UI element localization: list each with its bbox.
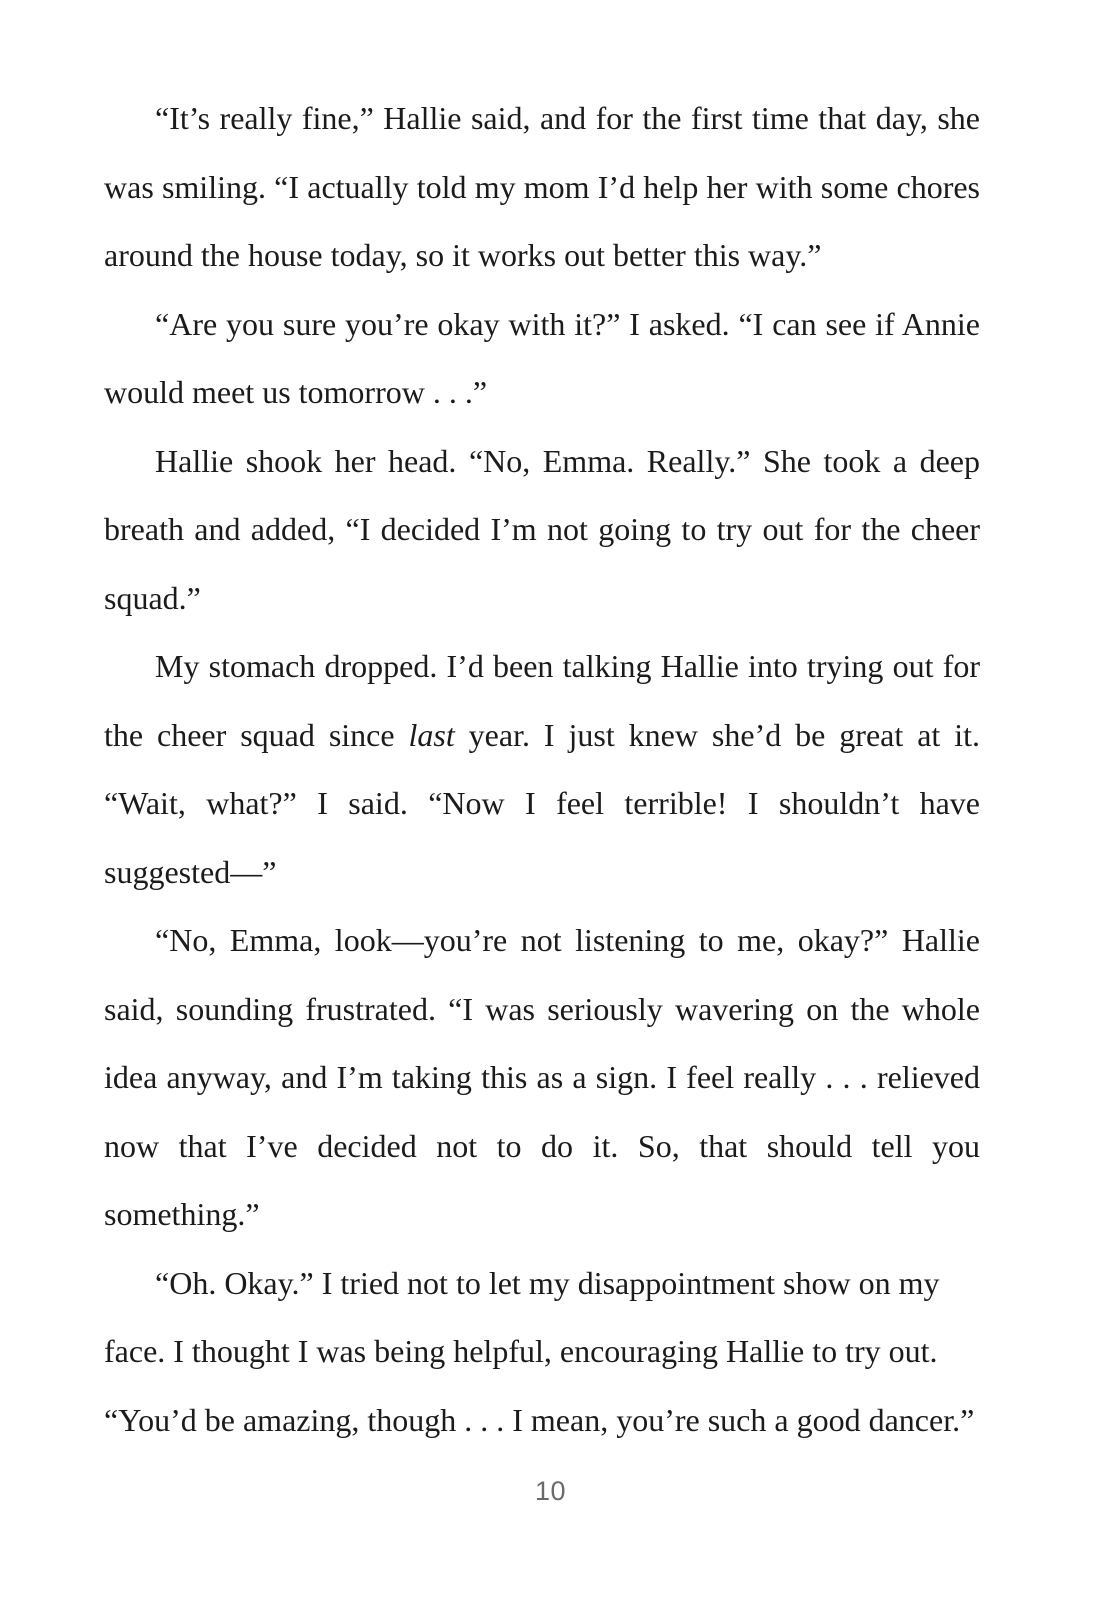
paragraph-text: My stomach dropped. I’d been talking Hallie into trying out for the cheer squad since	[104, 648, 980, 753]
paragraph	[104, 632, 980, 906]
paragraph: “It’s really fine,” Hallie said, and for the first time that day, she was smiling. “I actually told my mom I’d help her with some chores around the house today, so it works out better this way.”	[104, 100, 980, 273]
paragraph: “Oh. Okay.” I tried not to let my disappointment show on my face. I thought I was being helpful, encouraging Hallie to try out. “You’d be amazing, though . . . I mean, you’re such a good dancer.”	[104, 1264, 975, 1438]
paragraph: “No, Emma, look—you’re not listening to me, okay?” Hallie said, sounding frustrated. “I was seriously wavering on the whole idea anyway, and I’m taking this as a sign. I feel really . . . relieved now that I’ve decided not to do it. So, that should tell you something.”	[104, 922, 980, 1232]
paragraph: “Are you sure you’re okay with it?” I asked. “I can see if Annie would meet us tomorrow . . .”	[104, 305, 980, 410]
page-number: 10	[534, 1476, 567, 1506]
emphasized-word: last	[408, 716, 455, 753]
body-text	[104, 84, 980, 1454]
paragraph-text: year. I just knew she’d be great at it. “Wait, what?” I said. “Now I feel terrible! I shouldn’t have suggested—”	[104, 716, 981, 890]
paragraph: Hallie shook her head. “No, Emma. Really.” She took a deep breath and added, “I decided I’m not going to try out for the cheer squad.”	[104, 442, 980, 616]
